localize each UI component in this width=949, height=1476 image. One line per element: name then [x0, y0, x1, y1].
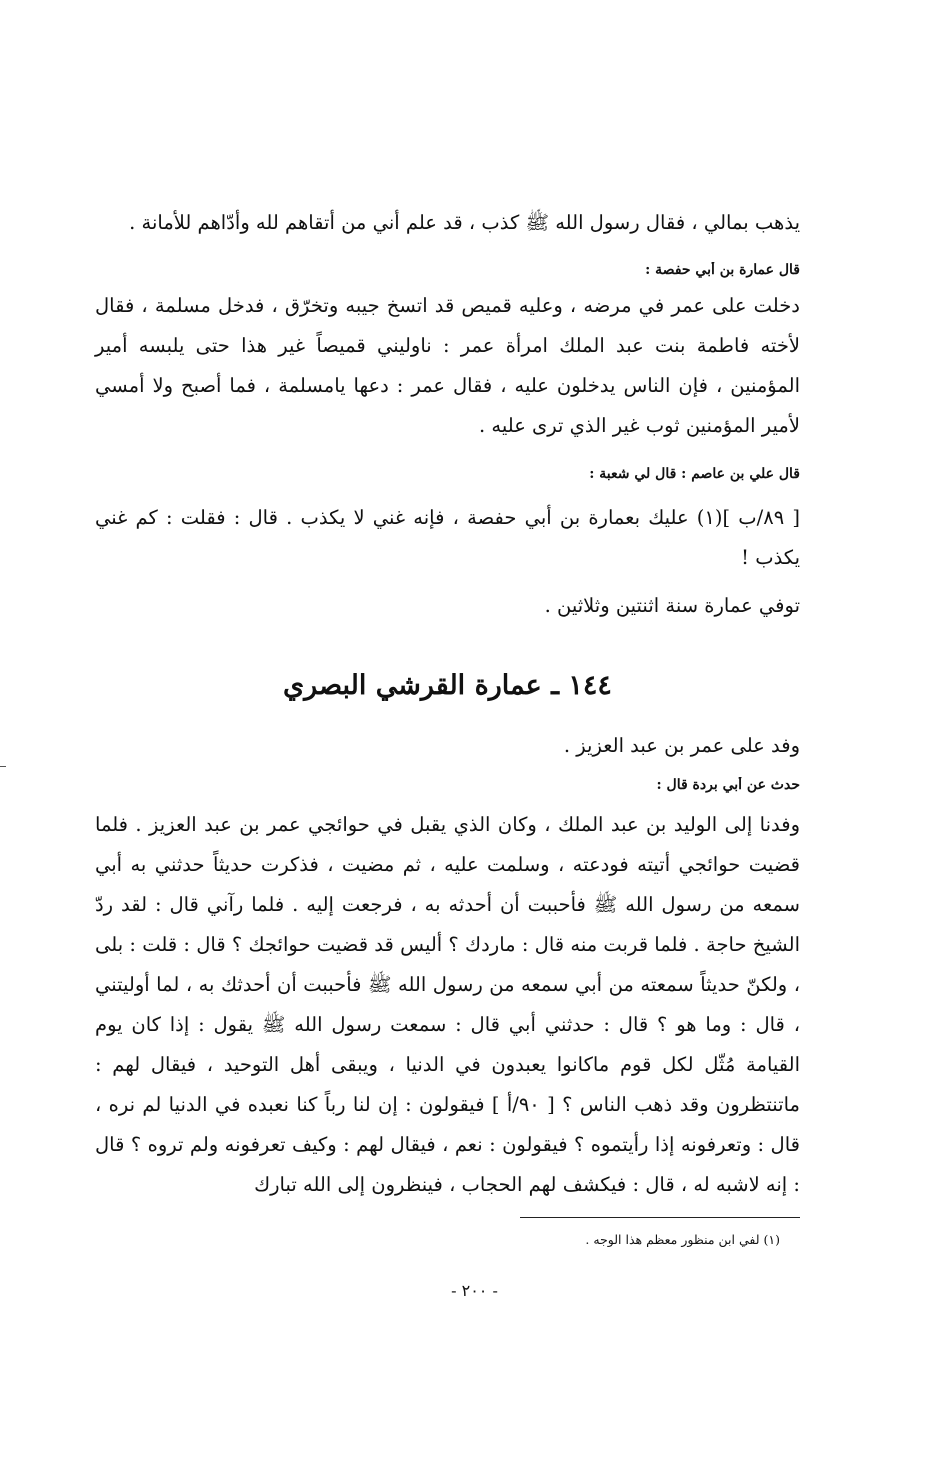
footnote: (١) لفي ابن منظور معظم هذا الوجه .	[585, 1232, 780, 1247]
section-paragraph: [ ٨٩/ب ](١) عليك بعمارة بن أبي حفصة ، فإنه غني لا يكذب . قال : فقلت : كم غني يكذب !	[95, 506, 801, 569]
entry-heading: حدث عن أبي بردة قال :	[656, 777, 800, 793]
entry-intro: وفد على عمر بن عبد العزيز .	[563, 734, 800, 757]
scan-edge-mark	[0, 766, 6, 767]
entry-paragraph: وفدنا إلى الوليد بن عبد الملك ، وكان الذي يقبل في حوائجي عمر بن عبد العزيز . فلما قضيت حوائجي أتيته فودعته ، وسلمت عليه ، ثم مضيت ، فذكرت حديثاً حدثني به أبي سمعه من رسول الله ﷺ فأحببت أن أحدثه به ، فرجعت إليه . فلما رآني قال : لقد ردّ الشيخ حاجة . فلما قربت منه قال : ماردك ؟ أليس قد قضيت حوائجك ؟ قال : قلت : بلى ، ولكنّ حديثاً سمعته من أبي سمعه من رسول الله ﷺ فأحببت أن أحدثك به ، لما أوليتني ، قال : وما هو ؟ قال : حدثني أبي قال : سمعت رسول الله ﷺ يقول : إذا كان يوم القيامة مُثّل لكل قوم ماكانوا يعبدون في الدنيا ، ويبقى أهل التوحيد ، فيقال لهم : ماتنتظرون وقد ذهب الناس ؟ [ ٩٠/أ ] فيقولون : إن لنا رباً كنا نعبده في الدنيا لم نره ، قال : وتعرفونه إذا رأيتموه ؟ فيقولون : نعم ، فيقال لهم : وكيف تعرفونه ولم تروه ؟ قال : إنه لاشبه له ، قال : فيكشف لهم الحجاب ، فينظرون إلى الله تبارك	[95, 813, 800, 1196]
section-paragraph: دخلت على عمر في مرضه ، وعليه قميص قد اتسخ جيبه وتخرّق ، فدخل مسلمة ، فقال لأخته فاطمة بنت عبد الملك امرأة عمر : ناوليني قميصاً غير هذا حتى يلبسه أمير المؤمنين ، فإن الناس يدخلون عليه ، فقال عمر : دعها يامسلمة ، فما أصبح ولا أمسي لأمير المؤمنين ثوب غير الذي ترى عليه .	[95, 294, 800, 437]
death-note: توفي عمارة سنة اثنتين وثلاثين .	[544, 594, 800, 617]
page-number: - ٢٠٠ -	[451, 1281, 498, 1300]
footnote-rule	[520, 1217, 800, 1218]
section-heading: قال عمارة بن أبي حفصة :	[645, 262, 800, 278]
intro-line: يذهب بمالي ، فقال رسول الله ﷺ كذب ، قد علم أني من أتقاهم لله وأدّاهم للأمانة .	[129, 211, 800, 234]
entry-title: ١٤٤ ـ عمارة القرشي البصري	[283, 670, 612, 701]
section-heading: قال علي بن عاصم : قال لي شعبة :	[589, 466, 800, 482]
